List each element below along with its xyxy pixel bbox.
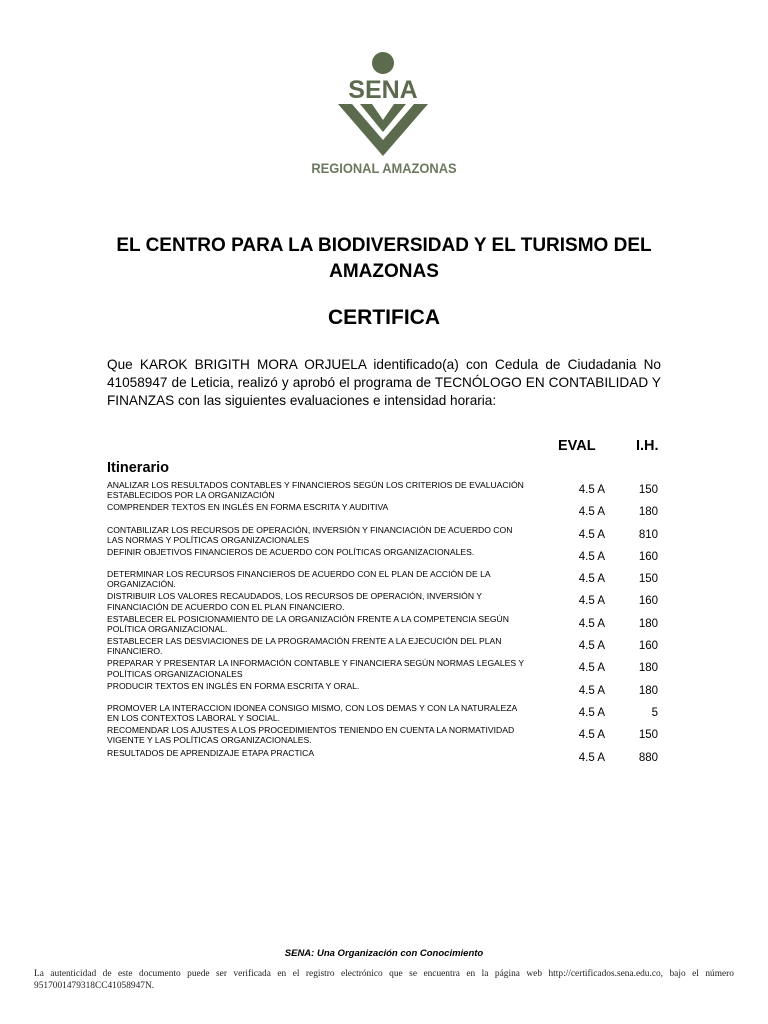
eval-value: 4.5 A	[578, 729, 605, 742]
ih-value: 810	[638, 528, 658, 541]
table-row	[0, 568, 768, 590]
ih-value: 160	[638, 550, 658, 563]
eval-value: 4.5 A	[578, 640, 605, 653]
ih-value: 180	[638, 662, 658, 675]
competency-description: DISTRIBUIR LOS VALORES RECAUDADOS, LOS RECURSOS DE OPERACIÓN, INVERSIÓN Y FINANCIACIÓN DE ACUERDO CON EL PLAN FINANCIERO.	[107, 591, 482, 612]
authenticity-note: La autenticidad de este documento puede ser verificada en el registro electrónico que se encuentra en la página web http://certificados.sena.edu.co, bajo el número 9517001479318CC41058947N.	[34, 969, 734, 991]
eval-value: 4.5 A	[578, 617, 605, 630]
eval-value: 4.5 A	[578, 550, 605, 563]
competency-description: ESTABLECER EL POSICIONAMIENTO DE LA ORGANIZACIÓN FRENTE A LA COMPETENCIA SEGÚN POLÍTICA ORGANIZACIONAL.	[107, 613, 509, 634]
ih-value: 160	[638, 640, 658, 653]
table-row	[0, 613, 768, 635]
competency-description: ANALIZAR LOS RESULTADOS CONTABLES Y FINANCIEROS SEGÚN LOS CRITERIOS DE EVALUACIÓN ESTABLECIDOS POR LA ORGANIZACIÓN	[107, 480, 524, 501]
table-row	[0, 747, 768, 769]
ih-value: 180	[638, 684, 658, 697]
table-row	[0, 524, 768, 546]
competency-description: COMPRENDER TEXTOS EN INGLÉS EN FORMA ESCRITA Y AUDITIVA	[107, 502, 389, 513]
competency-description: PROMOVER LA INTERACCION IDONEA CONSIGO MISMO, CON LOS DEMAS Y CON LA NATURALEZA EN LOS CONTEXTOS LABORAL Y SOCIAL.	[107, 702, 517, 724]
table-row	[0, 501, 768, 523]
ih-value: 180	[638, 617, 658, 630]
certification-statement: Que KAROK BRIGITH MORA ORJUELA identificado(a) con Cedula de Ciudadania No 41058947 de Leticia, realizó y aprobó el programa de TECNÓLOGO EN CONTABILIDAD Y FINANZAS con las siguientes evaluaciones e intensidad horaria:	[107, 357, 661, 408]
table-row	[0, 635, 768, 657]
ih-value: 180	[638, 506, 658, 519]
table-row	[0, 479, 768, 501]
competency-description: PREPARAR Y PRESENTAR LA INFORMACIÓN CONTABLE Y FINANCIERA SEGÚN NORMAS LEGALES Y POLÍTICAS ORGANIZACIONALES	[107, 658, 524, 679]
ih-column-header: I.H.	[636, 438, 659, 454]
eval-value: 4.5 A	[578, 528, 605, 541]
sena-logo	[330, 52, 436, 160]
eval-value: 4.5 A	[578, 751, 605, 764]
eval-value: 4.5 A	[578, 684, 605, 697]
eval-value: 4.5 A	[578, 484, 605, 496]
eval-value: 4.5 A	[578, 595, 605, 608]
sena-tagline: SENA: Una Organización con Conocimiento	[284, 948, 484, 959]
competency-description: CONTABILIZAR LOS RECURSOS DE OPERACIÓN, INVERSIÓN Y FINANCIACIÓN DE ACUERDO CON LAS NORMAS Y POLÍTICAS ORGANIZACIONALES	[107, 524, 513, 545]
center-title: EL CENTRO PARA LA BIODIVERSIDAD Y EL TURISMO DEL AMAZONAS	[116, 235, 652, 282]
ih-value: 880	[638, 751, 658, 764]
regional-label: REGIONAL AMAZONAS	[311, 160, 457, 176]
competency-description: ESTABLECER LAS DESVIACIONES DE LA PROGRAMACIÓN FRENTE A LA EJECUCIÓN DEL PLAN FINANCIERO.	[107, 636, 502, 657]
ih-value: 150	[638, 573, 658, 586]
ih-value: 150	[638, 484, 658, 496]
itinerario-heading: Itinerario	[107, 460, 170, 476]
table-row	[0, 657, 768, 679]
table-row	[0, 590, 768, 612]
competency-description: RESULTADOS DE APRENDIZAJE ETAPA PRACTICA	[107, 747, 315, 758]
ih-value: 160	[638, 595, 658, 608]
table-row	[0, 680, 768, 702]
competency-description: PRODUCIR TEXTOS EN INGLÉS EN FORMA ESCRITA Y ORAL.	[107, 680, 360, 691]
table-row	[0, 724, 768, 746]
eval-column-header: EVAL	[558, 438, 596, 454]
sena-logo-head	[372, 52, 394, 74]
competency-description: DEFINIR OBJETIVOS FINANCIEROS DE ACUERDO CON POLÍTICAS ORGANIZACIONALES.	[107, 546, 475, 557]
eval-value: 4.5 A	[578, 506, 605, 519]
eval-value: 4.5 A	[578, 662, 605, 675]
ih-value: 5	[651, 706, 658, 719]
eval-value: 4.5 A	[578, 706, 605, 719]
table-row	[0, 546, 768, 568]
sena-logo-text: SENA	[348, 76, 418, 104]
ih-value: 150	[638, 729, 658, 742]
eval-value: 4.5 A	[578, 573, 605, 586]
competency-description: DETERMINAR LOS RECURSOS FINANCIEROS DE ACUERDO CON EL PLAN DE ACCIÓN DE LA ORGANIZACIÓN.	[107, 569, 491, 590]
certifica-heading: CERTIFICA	[328, 306, 440, 329]
competency-description: RECOMENDAR LOS AJUSTES A LOS PROCEDIMIENTOS TENIENDO EN CUENTA LA NORMATIVIDAD VIGENTE Y LAS POLÍTICAS ORGANIZACIONALES.	[107, 725, 515, 746]
evaluation-table	[0, 479, 768, 769]
table-row	[0, 702, 768, 724]
